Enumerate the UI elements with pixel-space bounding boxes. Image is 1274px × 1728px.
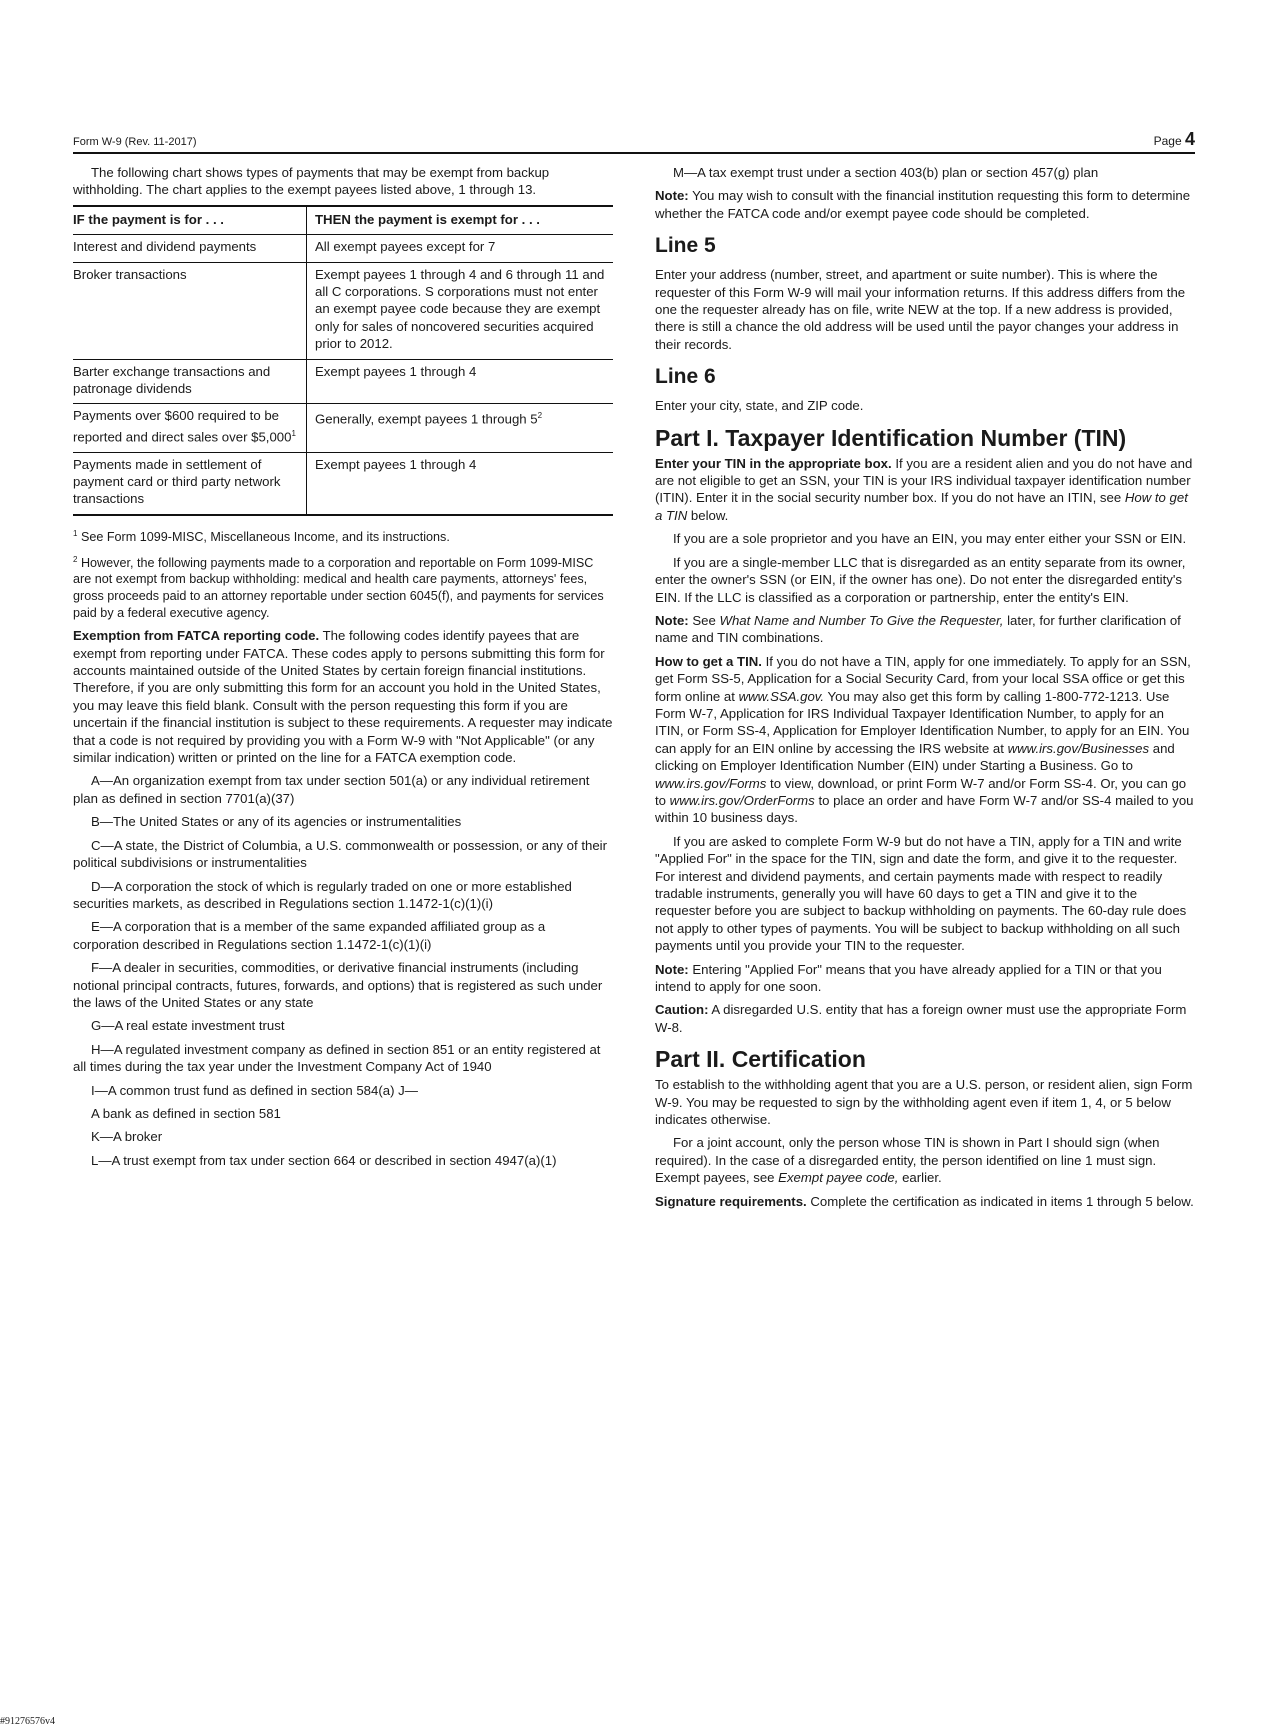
joint-account-paragraph: For a joint account, only the person whose TIN is shown in Part I should sign (when required). In the case of a disregarded entity, the person identified on line 1 must sign. Exempt payees, see Exempt payee code, earlier.	[655, 1135, 1160, 1186]
page-header	[73, 128, 1195, 154]
table-header-if: IF the payment is for . . .	[73, 206, 307, 235]
chart-intro: The following chart shows types of payments that may be exempt from backup withholding. The chart applies to the exempt payees listed above, 1 through 13.	[73, 165, 550, 198]
code-item: B—The United States or any of its agencies or instrumentalities	[91, 814, 462, 830]
part1-heading: Part I. Taxpayer Identification Number (TIN)	[655, 424, 1127, 451]
code-item: C—A state, the District of Columbia, a U.S. commonwealth or possession, or any of their political subdivisions or instrumentalities	[73, 837, 607, 871]
form-identifier: Form W-9 (Rev. 11-2017)	[73, 136, 197, 148]
code-item: A bank as defined in section 581	[91, 1105, 281, 1121]
irs-forms-link[interactable]: www.irs.gov/Forms	[655, 775, 767, 791]
note-name-number: Note: See What Name and Number To Give the Requester, later, for further clarification of name and TIN combinations.	[655, 612, 1181, 646]
code-item: A—An organization exempt from tax under section 501(a) or any individual retirement plan as defined in section 7701(a)(37)	[73, 773, 590, 806]
irs-businesses-link[interactable]: www.irs.gov/Businesses	[1007, 740, 1150, 756]
code-item: K—A broker	[91, 1129, 163, 1145]
code-item: L—A trust exempt from tax under section 664 or described in section 4947(a)(1)	[91, 1152, 557, 1168]
code-item: H—A regulated investment company as defined in section 851 or an entity registered at all times during the tax year under the Investment Company Act of 1940	[73, 1041, 601, 1075]
irs-orderforms-link[interactable]: www.irs.gov/OrderForms	[669, 792, 815, 808]
fatca-text: The following codes identify payees that are exempt from reporting under FATCA. These codes apply to persons submitting this form for accounts maintained outside of the United States by certain foreign financial institutions. Therefore, if you are only submitting this form for an account you hold in the United States, you may leave this field blank. Consult with the person requesting this form if you are uncertain if the financial institution is subject to these requirements. A requester may indicate that a code is not required by providing you with a Form W-9 with "Not Applicable" (or any similar indication) written or printed on the line for a FATCA exemption code.	[73, 628, 613, 766]
part1-paragraph: Enter your TIN in the appropriate box. If you are a resident alien and you do not have and are not eligible to get an SSN, your TIN is your IRS individual taxpayer identification number (ITIN). Enter it in the social security number box. If you do not have an ITIN, see How to get a TIN below.	[655, 455, 1193, 523]
table-row	[73, 452, 613, 515]
table-cell-exempt: Exempt payees 1 through 4 and 6 through 11 and all C corporations. S corporations must not enter an exempt payee code because they are exempt only for sales of noncovered securities acquired prior to 2012.	[307, 262, 614, 359]
footnote-1: $^1$ See Form 1099-MISC, Miscellaneous Income, and its instructions.	[73, 528, 450, 545]
table-cell-exempt: Generally, exempt payees 1 through $5^2$	[307, 404, 614, 452]
sole-proprietor-paragraph: If you are a sole proprietor and you have an EIN, you may enter either your SSN or EIN.	[673, 531, 1187, 547]
footnote-ref-2: 2	[537, 411, 543, 421]
table-cell-exempt: All exempt payees except for 7	[307, 235, 614, 262]
line5-text: Enter your address (number, street, and apartment or suite number). This is where the requester of this Form W-9 will mail your information returns. If this address differs from the one the requester already has on file, write NEW at the top. If a new address is provided, there is still a chance the old address will be used until the payor changes your address in their records.	[655, 267, 1186, 352]
code-item: G—A real estate investment trust	[91, 1018, 285, 1034]
table-row	[73, 359, 613, 404]
how-to-get-tin: How to get a TIN. If you do not have a TIN, apply for one immediately. To apply for an SSN, get Form SS-5, Application for a Social Security Card, from your local SSA office or get this form online at www.SSA.gov. You may also get this form by calling 1-800-772-1213. Use Form W-7, Application for IRS Individual Taxpayer Identification Number, to apply for an ITIN, or Form SS-4, Application for Employer Identification Number, to apply for an EIN. You can apply for an EIN online by accessing the IRS website at www.irs.gov/Businesses and clicking on Employer Identification Number (EIN) under Starting a Business. Go to www.irs.gov/Forms to view, download, or print Form W-7 and/or Form SS-4. Or, you can go to www.irs.gov/OrderForms to place an order and have Form W-7 and/or SS-4 mailed to you within 10 business days.	[655, 653, 1194, 826]
signature-requirements: Signature requirements. Complete the certification as indicated in items 1 through 5 below.	[655, 1193, 1194, 1209]
code-item: E—A corporation that is a member of the same expanded affiliated group as a corporation described in Regulations section 1.1472-1(c)(1)(i)	[73, 919, 546, 952]
fatca-section	[73, 627, 613, 766]
table-cell-exempt: Exempt payees 1 through 4	[307, 452, 614, 515]
document-id: #91276576v4	[0, 1716, 55, 1727]
table-cell-payment: Barter exchange transactions and patronage dividends	[73, 359, 307, 404]
table-cell-payment: Interest and dividend payments	[73, 235, 307, 262]
footnote-2: $^2$ However, the following payments made to a corporation and reportable on Form 1099-MISC are not exempt from backup withholding: medical and health care payments, attorneys' fees, gross proceeds paid to an attorney reportable under section 6045(f), and payments for services paid by a federal executive agency.	[73, 554, 604, 620]
left-column	[73, 164, 613, 1175]
table-row	[73, 235, 613, 262]
code-item: D—A corporation the stock of which is regularly traded on one or more established securities markets, as described in Regulations section 1.1472-1(c)(1)(i)	[73, 878, 572, 911]
line6-heading: Line 6	[655, 365, 716, 389]
table-header-then: THEN the payment is exempt for . . .	[307, 206, 614, 235]
exempt-payments-table	[73, 205, 613, 516]
code-item: M—A tax exempt trust under a section 403(b) plan or section 457(g) plan	[673, 165, 1099, 180]
table-cell-exempt: Exempt payees 1 through 4	[307, 359, 614, 404]
table-cell-payment: Payments made in settlement of payment card or third party network transactions	[73, 456, 281, 507]
table-cell-payment: Payments over $600 required to be reported and direct sales over $5,000$^1$	[73, 404, 307, 452]
page-number: Page 4	[1153, 129, 1195, 149]
line5-heading: Line 5	[655, 234, 716, 258]
certification-paragraph: To establish to the withholding agent that you are a U.S. person, or resident alien, sign Form W-9. You may be requested to sign by the withholding agent even if item 1, 4, or 5 below indicates otherwise.	[655, 1077, 1193, 1128]
llc-paragraph: If you are a single-member LLC that is disregarded as an entity separate from its owner, enter the owner's SSN (or EIN, if the owner has one). Do not enter the disregarded entity's EIN. If the LLC is classified as a corporation or partnership, enter the entity's EIN.	[655, 554, 1186, 605]
part2-heading: Part II. Certification	[655, 1046, 866, 1073]
table-row	[73, 404, 613, 452]
code-item: I—A common trust fund as defined in section 584(a) J—	[91, 1082, 418, 1098]
fatca-heading: Exemption from FATCA reporting code.	[73, 628, 320, 644]
line6-text: Enter your city, state, and ZIP code.	[655, 398, 864, 414]
ssa-link[interactable]: www.SSA.gov.	[738, 688, 825, 704]
table-row	[73, 262, 613, 359]
table-cell-payment: Broker transactions	[73, 262, 307, 359]
footnote-ref-1: 1	[291, 428, 296, 438]
applied-for-paragraph: If you are asked to complete Form W-9 but do not have a TIN, apply for a TIN and write "Applied For" in the space for the TIN, sign and date the form, and give it to the requester. For interest and dividend payments, and certain payments made with respect to readily tradable instruments, generally you will have 60 days to get a TIN and give it to the requester before you are subject to backup withholding on payments. The 60-day rule does not apply to other types of payments. You will be subject to backup withholding on all such payments until you provide your TIN to the requester.	[655, 833, 1187, 954]
table-header-row	[73, 206, 613, 235]
code-item: F—A dealer in securities, commodities, or derivative financial instruments (including notional principal contracts, futures, forwards, and options) that is registered as such under the laws of the United States or any state	[73, 960, 603, 1010]
note-fatca: Note: You may wish to consult with the financial institution requesting this form to determine whether the FATCA code and/or exempt payee code should be completed.	[655, 188, 1191, 221]
right-column	[655, 164, 1195, 1216]
caution-note: Caution: A disregarded U.S. entity that has a foreign owner must use the appropriate Form W-8.	[655, 1002, 1187, 1035]
note-applied-for: Note: Entering "Applied For" means that you have already applied for a TIN or that you intend to apply for one soon.	[655, 961, 1162, 995]
